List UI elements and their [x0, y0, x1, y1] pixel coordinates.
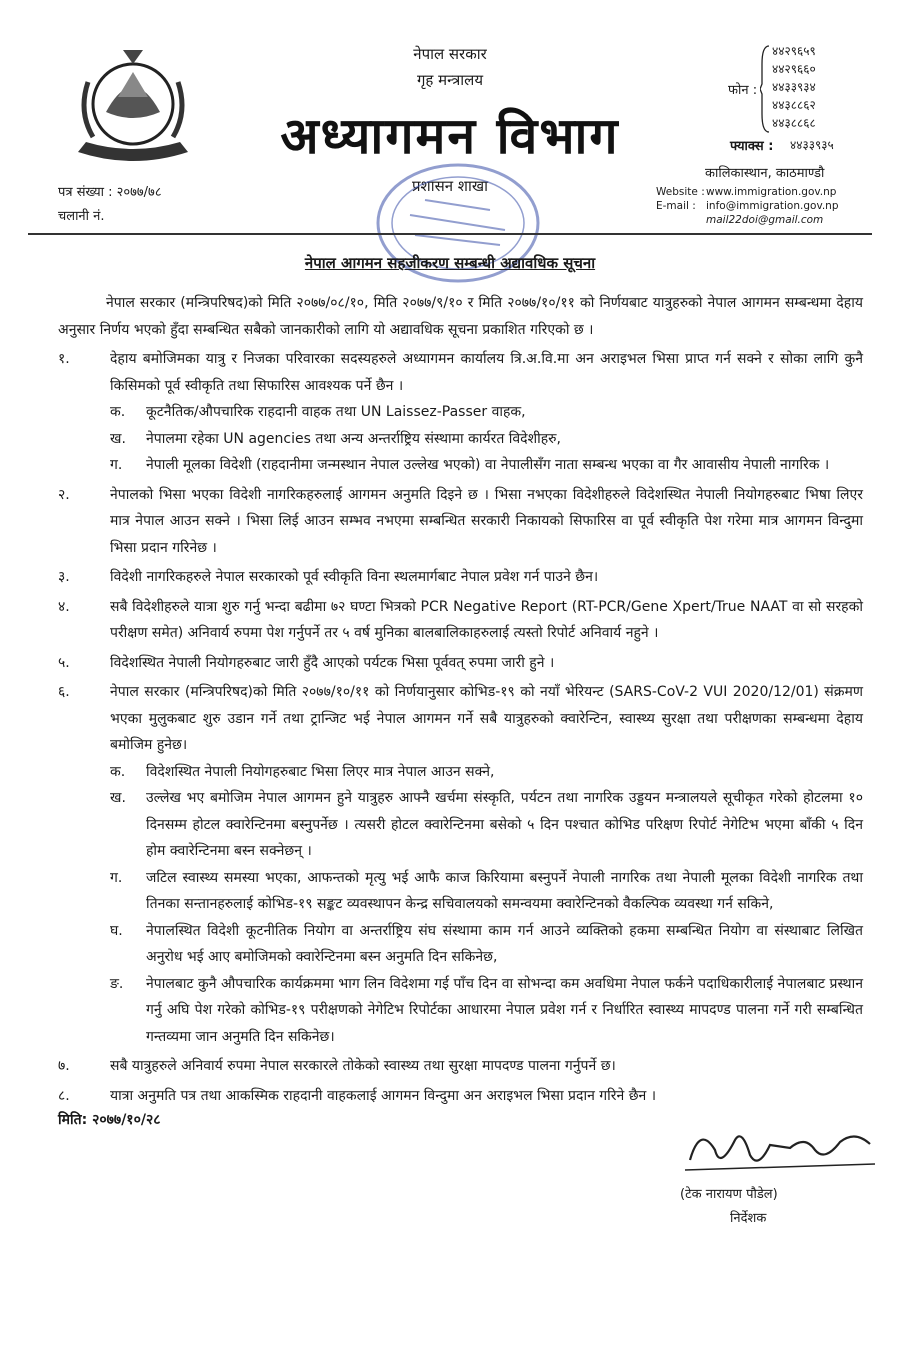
sub-item-label: ख. [110, 790, 126, 806]
list-item [58, 564, 863, 591]
sub-item-text: उल्लेख भए बमोजिम नेपाल आगमन हुने यात्रुहरु आफ्नै खर्चमा संस्कृति, पर्यटन तथा नागरिक उड्डयन मन्त्रालयले सूचीकृत गरेको होटलमा १० दिनसम्म होटल क्वारेन्टिनमा बस्नुपर्नेछ । त्यसरी होटल क्वारेन्टिनमा बसेको ५ दिन पश्चात कोभिड परिक्षण रिपोर्ट नेगेटिभ भएमा बाँकी ५ दिन होम क्वारेन्टिनमा बस्न सक्नेछन् । [146, 790, 863, 859]
branch-name: प्रशासन शाखा [411, 177, 489, 195]
sub-item [110, 865, 863, 918]
phone-label: फोन : [728, 83, 758, 98]
email-label: E-mail : [656, 200, 696, 212]
phone-number: ४४३८८६८ [772, 116, 816, 130]
item-text: सबै यात्रुहरुले अनिवार्य रुपमा नेपाल सरकारले तोकेको स्वास्थ्य तथा सुरक्षा मापदण्ड पालना गर्नुपर्ने छ। [110, 1058, 616, 1074]
reference-number: पत्र संख्या : २०७७/७८ [58, 185, 162, 200]
email-link-primary[interactable]: info@immigration.gov.np [706, 200, 839, 212]
item-number: १. [58, 351, 70, 367]
phone-number: ४४२९६५९ [772, 44, 816, 58]
item-number: ७. [58, 1058, 70, 1074]
sub-item-text: नेपालमा रहेका UN agencies तथा अन्य अन्तर्राष्ट्रिय संस्थामा कार्यरत विदेशीहरु, [146, 430, 562, 447]
item-number: ६. [58, 684, 70, 700]
sub-item [110, 971, 863, 1051]
government-name: नेपाल सरकार [413, 45, 487, 63]
sub-item [110, 918, 863, 971]
phone-number: ४४३३९३४ [772, 80, 816, 94]
phone-bracket-icon [760, 44, 770, 134]
item-text: नेपाल सरकार (मन्त्रिपरिषद)को मिति २०७७/१०/११ को निर्णयानुसार कोभिड-१९ को नयाँ भेरियन्ट (SARS-CoV-2 VUI 2020/12/01) संक्रमण भएका मुलुकबाट शुरु उडान गर्ने तथा ट्रान्जिट भई नेपाल आगमन गर्ने सबै यात्रुहरुको क्वारेन्टिन, स्वास्थ्य सुरक्षा तथा परीक्षणका सम्बन्धमा देहाय बमोजिम हुनेछ। [110, 684, 863, 753]
ministry-name: गृह मन्त्रालय [416, 71, 484, 89]
sub-item-label: ग. [110, 457, 123, 473]
item-text: नेपालको भिसा भएका विदेशी नागरिकहरुलाई आगमन अनुमति दिइने छ । भिसा नभएका विदेशीहरुले विदेशस्थित नेपाली नियोगहरुबाट भिषा लिएर मात्र नेपाल आउन सक्ने । भिसा लिई आउन सम्भव नभएमा सम्बन्धित सरकारी निकायको सिफारिस वा पूर्व स्वीकृति पेश गरेमा मात्र आगमन विन्दुमा भिसा प्रदान गरिनेछ । [110, 486, 863, 556]
signer-designation: निर्देशक [730, 1211, 767, 1226]
sub-item-label: ङ. [110, 975, 124, 992]
department-title: अध्यागमन विभाग [280, 107, 620, 165]
phone-number: ४४३८८६२ [772, 98, 816, 112]
item-text: सबै विदेशीहरुले यात्रा शुरु गर्नु भन्दा बढीमा ७२ घण्टा भित्रको PCR Negative Report (RT-PCR/Gene Xpert/True NAAT वा सो सरहको परीक्षण समेत) अनिवार्य रुपमा पेश गर्नुपर्ने तर ५ वर्ष मुनिका बालबालिकाहरुलाई त्यस्तो रिपोर्ट अनिवार्य नहुने । [110, 598, 863, 641]
sub-item-label: क. [110, 404, 126, 420]
website-label: Website : [656, 186, 705, 198]
sub-item-text: जटिल स्वास्थ्य समस्या भएका, आफन्तको मृत्यु भई आफै काज किरियामा बस्नुपर्ने नेपाली नागरिक तथा नेपाली मूलका विदेशी नागरिक तथा तिनका सन्तानहरुलाई कोभिड-१९ सङ्कट व्यवस्थापन केन्द्र सचिवालयको समन्वयमा क्वारेन्टिनको वैकल्पिक व्यवस्था गर्न सकिने, [146, 869, 863, 912]
sub-item [110, 759, 863, 786]
item-text: विदेशी नागरिकहरुले नेपाल सरकारको पूर्व स्वीकृति विना स्थलमार्गबाट नेपाल प्रवेश गर्न पाउने छैन। [110, 569, 599, 585]
notice-title: नेपाल आगमन सहजीकरण सम्बन्धी अद्यावधिक सूचना [304, 254, 596, 272]
phone-number: ४४२९६६० [772, 62, 816, 76]
sub-item-label: घ. [110, 922, 123, 939]
list-item [58, 1053, 863, 1080]
item-number: ५. [58, 654, 70, 671]
list-item [58, 482, 863, 562]
notice-intro: नेपाल सरकार (मन्त्रिपरिषद)को मिति २०७७/०८/१०, मिति २०७७/९/१० र मिति २०७७/१०/११ को निर्णयबाट यात्रुहरुको नेपाल आगमन सम्बन्धमा देहाय अनुसार निर्णय भएको हुँदा सम्बन्धित सबैको जानकारीको लागि यो अद्यावधिक सूचना प्रकाशित गरिएको छ । [58, 295, 863, 338]
signer-name: (टेक नारायण पौडेल) [680, 1187, 778, 1202]
sub-item-label: ग. [110, 869, 123, 886]
notice-date: मिति: २०७७/१०/२८ [58, 1112, 161, 1128]
sub-item [110, 399, 863, 426]
item-text: देहाय बमोजिमका यात्रु र निजका परिवारका सदस्यहरुले अध्यागमन कार्यालय त्रि.अ.वि.मा अन अराइभल भिसा प्राप्त गर्न सक्ने र सोका लागि कुनै किसिमको पूर्व स्वीकृति तथा सिफारिस आवश्यक पर्ने छैन । [110, 351, 863, 394]
sub-item [110, 452, 863, 479]
sub-item-text: नेपालबाट कुनै औपचारिक कार्यक्रममा भाग लिन विदेशमा गई पाँच दिन वा सोभन्दा कम अवधिमा नेपाल फर्कने पदाधिकारीलाई नेपालबाट प्रस्थान गर्नु अघि पेश गरेको कोभिड-१९ परीक्षणको नेगेटिभ रिपोर्टका आधारमा नेपाल प्रवेश गर्न र निर्धारित स्वास्थ्य मापदण्ड पालना गर्ने गरी सम्बन्धित गन्तव्यमा जान अनुमति दिन सकिनेछ। [146, 975, 863, 1045]
notice-body [58, 290, 863, 1109]
sub-item-label: क. [110, 763, 126, 780]
sub-item [110, 785, 863, 865]
sub-item-text: विदेशस्थित नेपाली नियोगहरुबाट भिसा लिएर मात्र नेपाल आउन सक्ने, [146, 763, 495, 780]
item-text: विदेशस्थित नेपाली नियोगहरुबाट जारी हुँदै आएको पर्यटक भिसा पूर्ववत् रुपमा जारी हुने । [110, 654, 555, 671]
fax-number: ४४३३९३५ [790, 138, 834, 152]
item-number: ४. [58, 598, 70, 615]
header-divider [28, 233, 872, 235]
list-item [58, 346, 863, 399]
phone-list [772, 42, 816, 132]
sub-item-text: कूटनैतिक/औपचारिक राहदानी वाहक तथा UN Laissez-Passer वाहक, [146, 404, 526, 420]
sub-item-text: नेपालस्थित विदेशी कूटनीतिक नियोग वा अन्तर्राष्ट्रिय संघ संस्थामा काम गर्न आउने व्यक्तिको हकमा सम्बन्धित नियोग वा संस्थाबाट लिखित अनुरोध भई आए बमोजिमको क्वारेन्टिनमा बस्न अनुमति दिन सकिनेछ, [146, 922, 863, 965]
signature-image [680, 1120, 880, 1180]
item-text: यात्रा अनुमति पत्र तथा आकस्मिक राहदानी वाहकलाई आगमन विन्दुमा अन अराइभल भिसा प्रदान गरिने छैन । [110, 1087, 657, 1104]
sub-item-label: ख. [110, 430, 126, 447]
sub-item-text: नेपाली मूलका विदेशी (राहदानीमा जन्मस्थान नेपाल उल्लेख भएको) वा नेपालीसँग नाता सम्बन्ध भएका वा गैर आवासीय नेपाली नागरिक । [146, 457, 830, 473]
address: कालिकास्थान, काठमाण्डौ [705, 166, 825, 181]
item-number: ८. [58, 1087, 70, 1104]
list-item [58, 679, 863, 759]
list-item [58, 650, 863, 677]
fax-label: फ्याक्स : [730, 139, 774, 154]
item-number: ३. [58, 569, 70, 585]
list-item [58, 594, 863, 647]
dispatch-number: चलानी नं. [58, 209, 105, 224]
list-item [58, 1083, 863, 1110]
email-link-secondary[interactable]: mail22doi@gmail.com [706, 214, 824, 226]
item-number: २. [58, 486, 70, 503]
website-link[interactable]: www.immigration.gov.np [706, 186, 837, 198]
sub-item [110, 426, 863, 453]
